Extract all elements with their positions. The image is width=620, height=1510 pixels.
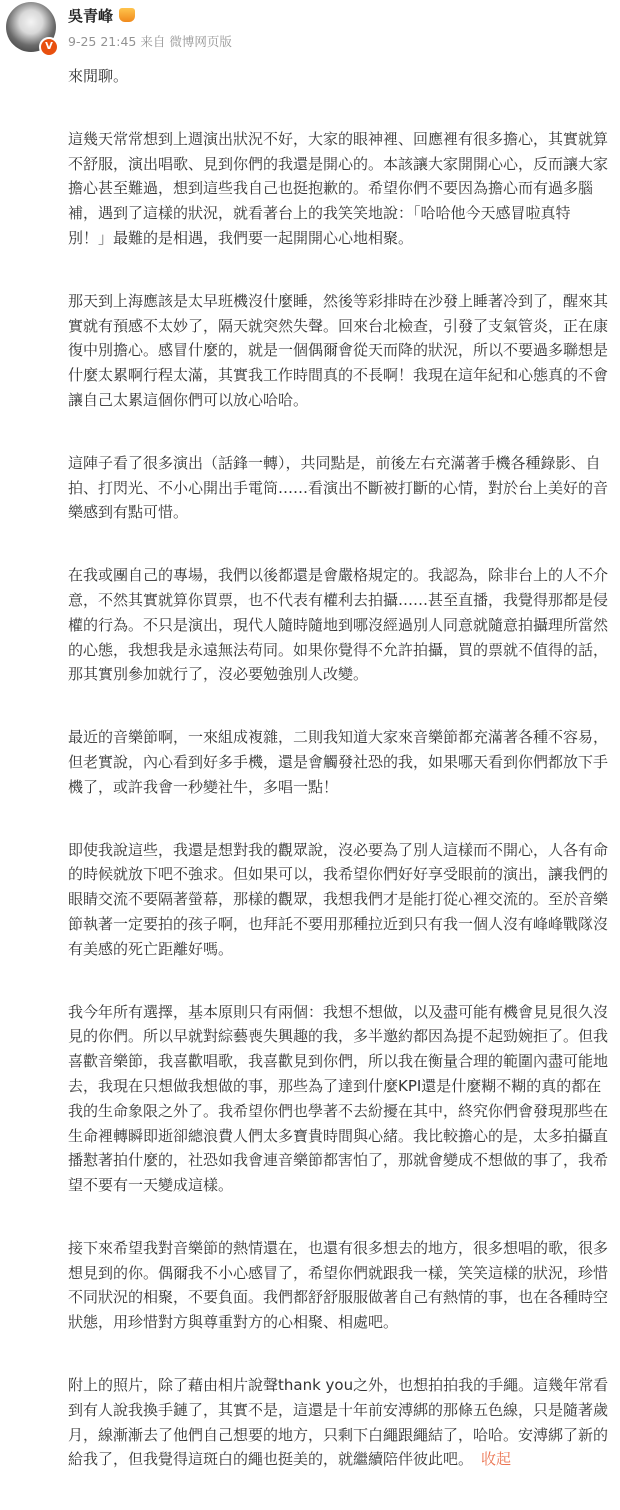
line-text: 到有人說我換手鏈了，其實不是，這還是十年前安溥綁的那條五色線，只是隨著歲 — [68, 1400, 609, 1419]
line-text: 生命裡轉瞬即逝卻總浪費人們太多寶貴時間與心緒。我比較擔心的是，太多拍攝直 — [68, 1126, 609, 1145]
post-text-line — [68, 1173, 616, 1198]
line-text: 狀態，用珍惜對方與尊重對方的心相聚、相處吧。 — [68, 1313, 399, 1332]
line-text: 月，線漸漸去了他們自己想要的地方，只剩下白繩跟繩結了，哈哈。安溥綁了新的 — [68, 1425, 609, 1444]
post-paragraph — [68, 1373, 616, 1472]
post-text-line — [68, 775, 616, 800]
line-text: 眼睛交流不要隔著螢幕，那樣的觀眾，我想我們才是能打從心裡交流的。至於音樂 — [68, 890, 609, 909]
post-text-line — [68, 1423, 616, 1448]
line-text: 讓自己太累這個你們可以放心哈哈。 — [68, 390, 309, 409]
post-body — [68, 64, 616, 1510]
line-text: 去，我現在只想做我想做的事，那些為了達到什麼KPI還是什麼糊不糊的真的都在 — [68, 1076, 602, 1095]
post-text-line — [68, 1236, 616, 1261]
post-source: 来自 微博网页版 — [140, 34, 232, 49]
line-text: 節執著一定要拍的孩子啊，也拜託不要用那種拉近到只有我一個人沒有峰峰戰隊沒 — [68, 914, 609, 933]
post-text-line — [68, 862, 616, 887]
line-text: 不同狀況的相聚，不要負面。我們都舒舒服服做著自己有熱情的事，也在各種時空 — [68, 1288, 609, 1307]
line-text: 那天到上海應該是太早班機沒什麼睡，然後等彩排時在沙發上睡著冷到了，醒來其 — [68, 291, 609, 310]
post-text-line — [68, 1398, 616, 1423]
post-text-line — [68, 1373, 616, 1398]
line-text: 意，不然其實就算你買票，也不代表有權利去拍攝……甚至直播，我覺得那都是侵 — [68, 590, 609, 609]
line-text: 見的你們。所以早就對綜藝喪失興趣的我，多半邀約都因為提不起勁婉拒了。但我 — [68, 1027, 609, 1046]
post-text-line — [68, 500, 616, 525]
line-text: 的時候就放下吧不強求。但如果可以，我希望你們好好享受眼前的演出，讓我們的 — [68, 865, 609, 884]
post-paragraph — [68, 838, 616, 962]
post-text-line — [68, 363, 616, 388]
line-text: 補，遇到了這樣的狀況，就看著台上的我笑笑地說：「哈哈他今天感冒啦真特 — [68, 204, 571, 223]
post-text-line — [68, 1285, 616, 1310]
line-text: 不舒服，演出唱歌、見到你們的我還是開心的。本該讓大家開開心心，反而讓大家 — [68, 154, 609, 173]
post-text-line — [68, 476, 616, 501]
line-text: 機了，或許我會一秒變社牛，多唱一點！ — [68, 777, 339, 796]
post-text-line — [68, 201, 616, 226]
line-text: 擔心甚至難過，想到這些我自己也挺抱歉的。希望你們不要因為擔心而有過多腦 — [68, 179, 594, 198]
post-paragraph — [68, 289, 616, 413]
post-text-line — [68, 176, 616, 201]
line-text: 樂感到有點可惜。 — [68, 503, 189, 522]
line-text: 在我或團自己的專場，我們以後都還是會嚴格規定的。我認為，除非台上的人不介 — [68, 566, 609, 585]
post-text-line — [68, 838, 616, 863]
post-text-line — [68, 1447, 616, 1472]
post-text-line — [68, 662, 616, 687]
post-text-line — [68, 1074, 616, 1099]
post-text-line — [68, 226, 616, 251]
line-text: 但老實說，內心看到好多手機，還是會觸發社恐的我，如果哪天看到你們都放下手 — [68, 752, 609, 771]
line-text: 來閒聊。 — [68, 67, 129, 85]
post-text-line — [68, 152, 616, 177]
post-text-line — [68, 1148, 616, 1173]
line-text: 我的生命象限之外了。我希望你們也學著不去紛擾在其中，終究你們會發現那些在 — [68, 1101, 609, 1120]
post-text-line — [68, 1024, 616, 1049]
line-text: 權的行為。不只是演出，現代人隨時隨地到哪沒經過別人同意就隨意拍攝理所當然 — [68, 615, 609, 634]
line-text: 那其實別參加就行了，沒必要勉強別人改變。 — [68, 665, 369, 684]
crown-badge-icon[interactable] — [119, 8, 135, 22]
post-text-line — [68, 887, 616, 912]
post-text-line — [68, 750, 616, 775]
post-text-line — [68, 314, 616, 339]
author-name-text: 吳青峰 — [68, 7, 114, 25]
post-text-line — [68, 563, 616, 588]
line-text: 拍、打閃光、不小心開出手電筒……看演出不斷被打斷的心情，對於台上美好的音 — [68, 478, 609, 497]
line-text: 有美感的死亡距離好嗎。 — [68, 939, 234, 958]
post-text-line — [68, 613, 616, 638]
line-text: 這陣子看了很多演出（話鋒一轉），共同點是，前後左右充滿著手機各種錄影、自 — [68, 453, 601, 472]
line-text: 最近的音樂節啊，一來組成複雜，二則我知道大家來音樂節都充滿著各種不容易， — [68, 728, 609, 747]
post-text-line — [68, 1310, 616, 1335]
post-paragraph — [68, 725, 616, 799]
author-name[interactable] — [68, 5, 135, 26]
post-paragraph — [68, 451, 616, 525]
post-text-line — [68, 638, 616, 663]
line-text: 喜歡音樂節，我喜歡唱歌，我喜歡見到你們，所以我在衡量合理的範圍內盡可能地 — [68, 1052, 609, 1071]
post-meta — [68, 32, 232, 50]
line-text: 接下來希望我對音樂節的熱情還在，也還有很多想去的地方，很多想唱的歌，很多 — [68, 1238, 609, 1257]
post-time[interactable]: 9-25 21:45 — [68, 34, 137, 49]
post-text-line — [68, 338, 616, 363]
post-paragraph — [68, 64, 616, 89]
line-text: 播懟著拍什麼的，社恐如我會連音樂節都害怕了，那就會變成不想做的事了，我希 — [68, 1151, 609, 1170]
post-text-line — [68, 1099, 616, 1124]
line-text: 復中別擔心。感冒什麼的，就是一個偶爾會從天而降的狀況，所以不要過多聯想是 — [68, 341, 609, 360]
line-text: 別！」最難的是相遇，我們要一起開開心心地相聚。 — [68, 228, 414, 247]
post-text-line — [68, 725, 616, 750]
post-text-line — [68, 289, 616, 314]
verified-badge-icon: V — [39, 37, 59, 57]
post-text-line — [68, 912, 616, 937]
post-paragraph — [68, 127, 616, 251]
line-text: 想見到的你。偶爾我不小心感冒了，希望你們就跟我一樣，笑笑這樣的狀況，珍惜 — [68, 1263, 609, 1282]
line-text: 的心態，我想我是永遠無法苟同。如果你覺得不允許拍攝，買的票就不值得的話， — [68, 640, 609, 659]
post-text-line — [68, 1124, 616, 1149]
line-text: 什麼太累啊行程太滿，其實我工作時間真的不長啊！我現在這年紀和心態真的不會 — [68, 366, 609, 385]
post-paragraph — [68, 1236, 616, 1335]
post-paragraph — [68, 563, 616, 687]
line-text: 即使我說這些，我還是想對我的觀眾說，沒必要為了別人這樣而不開心，人各有命 — [68, 840, 609, 859]
line-text: 我今年所有選擇，基本原則只有兩個：我想不想做，以及盡可能有機會見見很久沒 — [68, 1002, 609, 1021]
line-text: 附上的照片，除了藉由相片說聲thank you之外，也想拍拍我的手繩。這幾年常看 — [68, 1376, 609, 1395]
post-text-line — [68, 1049, 616, 1074]
post-text-line — [68, 127, 616, 152]
post-text-line — [68, 1000, 616, 1025]
line-text: 望不要有一天變成這樣。 — [68, 1176, 234, 1195]
post-paragraph — [68, 1000, 616, 1198]
post-text-line — [68, 451, 616, 476]
line-text: 給我了，但我覺得這斑白的繩也挺美的，就繼續陪伴彼此吧。 — [68, 1450, 474, 1469]
post-text-line — [68, 588, 616, 613]
post-text-line — [68, 388, 616, 413]
post-text-line — [68, 1261, 616, 1286]
post-text-line — [68, 937, 616, 962]
collapse-link[interactable]: 收起 — [481, 1450, 512, 1469]
line-text: 這幾天常常想到上週演出狀況不好，大家的眼神裡、回應裡有很多擔心，其實就算 — [68, 129, 609, 148]
line-text: 實就有預感不太妙了，隔天就突然失聲。回來台北檢查，引發了支氣管炎，正在康 — [68, 316, 609, 335]
post-text-line — [68, 64, 616, 89]
